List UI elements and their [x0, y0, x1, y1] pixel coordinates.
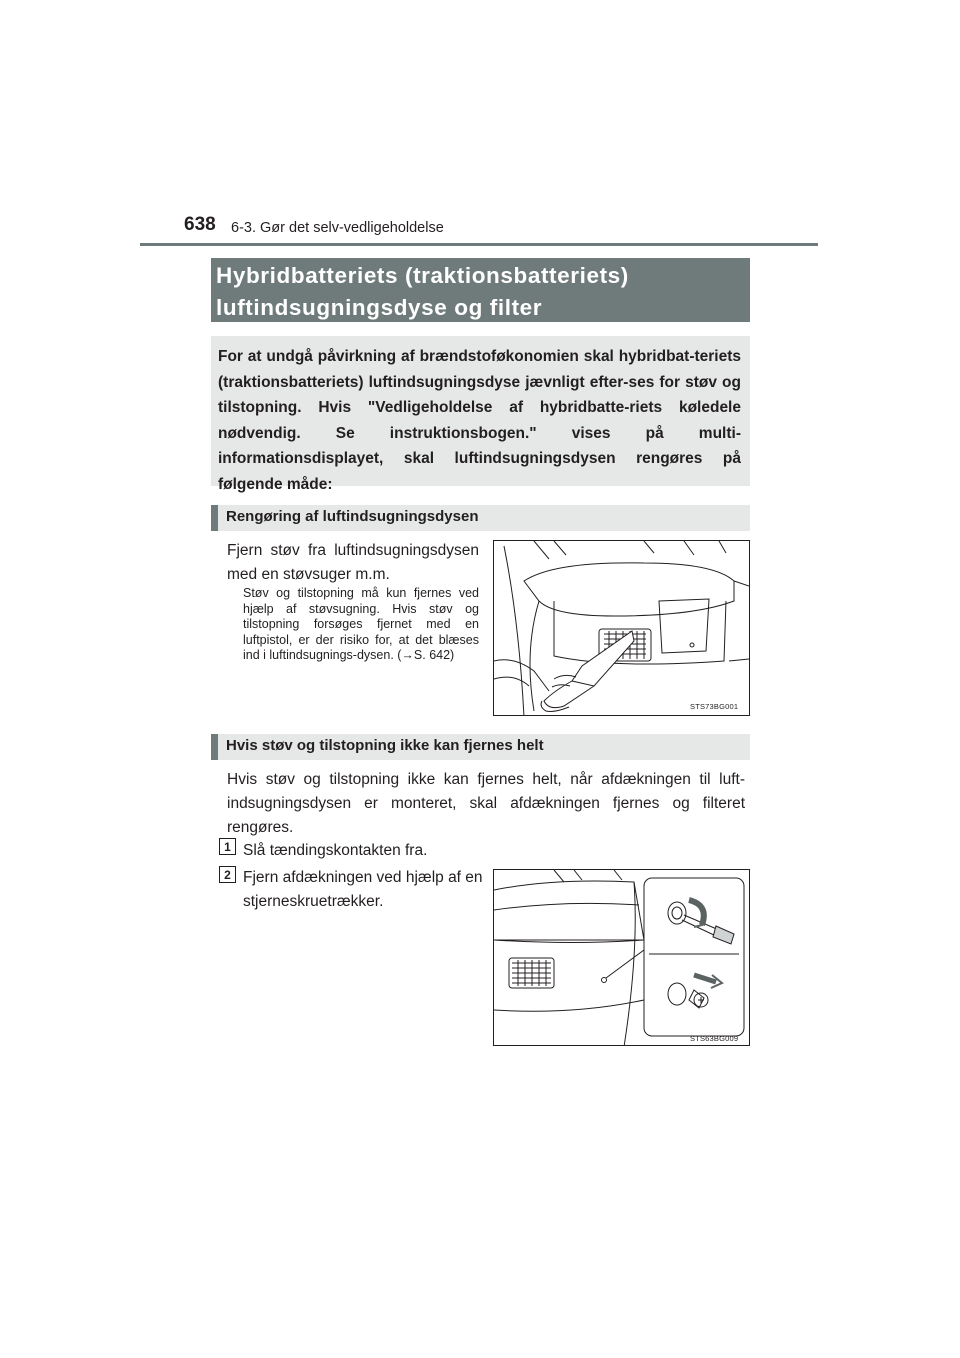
cleaning-note: Støv og tilstopning må kun fjernes ved hjælp af støvsugning. Hvis støv og tilstopning forsøges fjernet med en luftpistol, er der risiko for, at det blæses ind i luftindsugnings-dysen. (→S. 642)	[243, 586, 479, 662]
section-label: 6-3. Gør det selv-vedligeholdelse	[231, 220, 444, 236]
heading-bar	[211, 505, 218, 531]
heading-text: Rengøring af luftindsugningsdysen	[226, 508, 479, 525]
step-number-2: 2	[219, 866, 236, 883]
cover-removal-figure	[493, 869, 750, 1046]
section-heading-filter	[211, 734, 750, 760]
intro-text: For at undgå påvirkning af brændstoføkonomien skal hybridbat-teriets (traktionsbatteriets) luftindsugningsdyse jævnligt efter-ses for støv og tilstopning. Hvis "Vedligeholdelse af hybridbatte-riets køledele nødvendig. Se instruktionsbogen." vises på multi-informationsdisplayet, skal luftindsugningsdysen rengøres på følgende måde:	[218, 348, 741, 493]
header-divider	[140, 243, 818, 246]
figure-code-1: STS73BG001	[690, 702, 739, 711]
cleaning-instruction: Fjern støv fra luftindsugningsdysen med en støvsuger m.m.	[227, 542, 479, 583]
filter-instruction: Hvis støv og tilstopning ikke kan fjernes helt, når afdækningen til luft-indsugningsdysen er monteret, skal afdækningen fjernes og filteret rengøres.	[227, 771, 745, 836]
step-text-1: Slå tændingskontakten fra.	[243, 842, 428, 859]
step-number-1: 1	[219, 838, 236, 855]
heading-text: Hvis støv og tilstopning ikke kan fjernes helt	[226, 737, 544, 754]
figure-code-2: STS63BG009	[690, 1034, 739, 1043]
page-title: Hybridbatteriets (traktionsbatteriets) luftindsugningsdyse og filter	[216, 263, 629, 320]
step-text-2: Fjern afdækningen ved hjælp af en stjerneskruetrækker.	[243, 869, 483, 910]
section-heading-cleaning	[211, 505, 750, 531]
vacuum-illustration	[494, 541, 750, 716]
heading-bar	[211, 734, 218, 760]
page-number: 638	[184, 214, 216, 235]
screwdriver-illustration	[494, 870, 750, 1046]
vacuum-cleaning-figure	[493, 540, 750, 716]
